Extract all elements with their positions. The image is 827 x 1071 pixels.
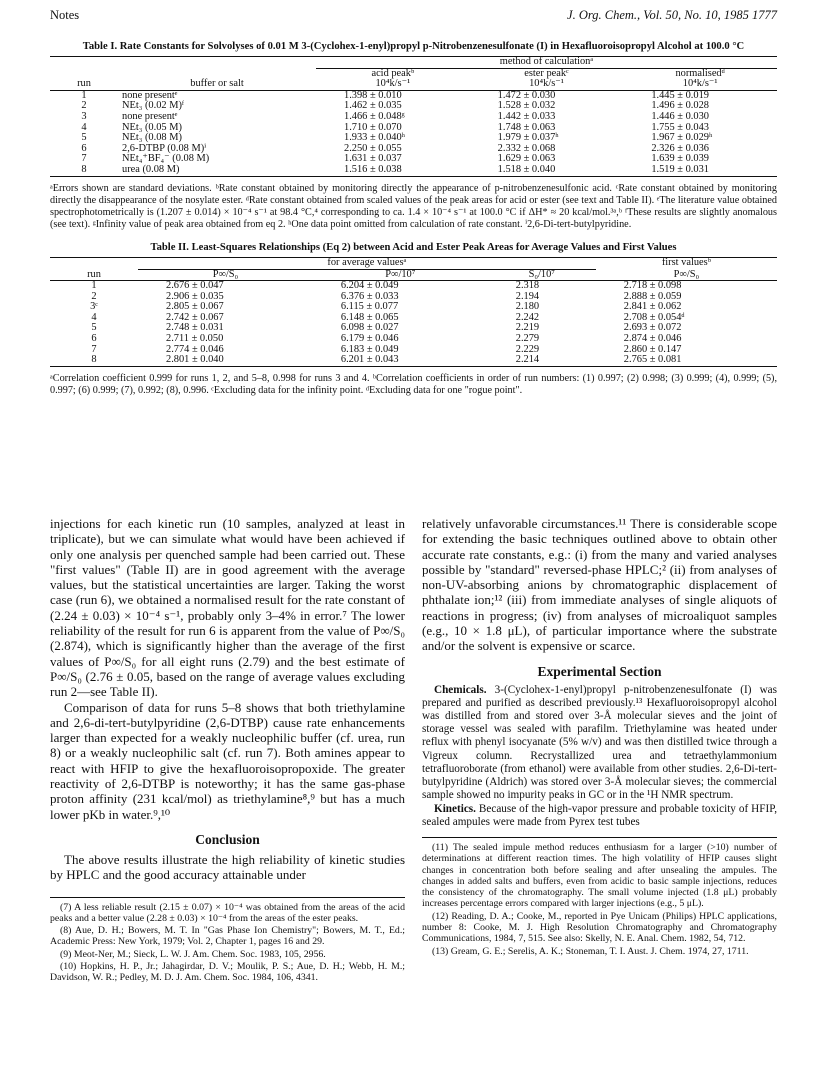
table1-cell: 1.472 ± 0.030 bbox=[497, 89, 556, 101]
table2-cell: 6.115 ± 0.077 bbox=[340, 301, 399, 313]
table1-cell: 1.462 ± 0.035 bbox=[344, 100, 402, 112]
table1-cell: 2.332 ± 0.068 bbox=[497, 142, 556, 154]
table1-cell: 1.979 ± 0.037ʰ bbox=[497, 132, 559, 144]
table2-row bbox=[50, 355, 777, 366]
table2-cell: 7 bbox=[91, 343, 97, 355]
table1-cell: 1.398 ± 0.010 bbox=[344, 89, 402, 101]
table2-cell: 2.194 bbox=[515, 290, 540, 302]
table2 bbox=[50, 257, 777, 367]
table2-cell: 5 bbox=[91, 322, 97, 334]
experimental-heading: Experimental Section bbox=[537, 663, 662, 679]
table1-group-header: method of calculationᵃ bbox=[316, 57, 777, 69]
table1-col-run: run bbox=[77, 78, 91, 90]
table2-cell: 8 bbox=[91, 354, 97, 366]
table1-cell: none presentᵉ bbox=[122, 110, 178, 122]
reference-9: (9) Meot-Ner, M.; Sieck, L. W. J. Am. Chem. Soc. 1983, 105, 2956. bbox=[60, 948, 326, 960]
table1-cell: 1.496 ± 0.028 bbox=[651, 100, 709, 112]
table2-cell: 6.148 ± 0.065 bbox=[340, 311, 399, 323]
table1-body bbox=[50, 90, 777, 176]
table2-cell: 3ᶜ bbox=[90, 301, 98, 313]
table2-body bbox=[50, 281, 777, 367]
table1-caption: Table I. Rate Constants for Solvolyses of 0.01 M 3-(Cyclohex-1-enyl)propyl p-Nitrobenzenesulfonate (I) in Hexafluoroisopropyl Alcohol at 100.0 °C bbox=[82, 41, 745, 52]
left-paragraph-2: Comparison of data for runs 5–8 shows that both triethylamine and 2,6-di-tert-butylpyridine (2,6-DTBP) cause rate enhancements larger than expected for a weakly nucleophilic buffer (cf. urea, run 8) or a weakly nucleophilic salt (cf. run 7). Both amines appear to react with HFIP to give the hexafluoroisopropoxide. The greater reactivity of 2,6-DTBP is noteworthy; it has the same gas-phase proton affinity (231 kcal/mol) as triethylamine⁸,⁹ but has a much lower pKb in water.⁹,¹⁰ bbox=[50, 699, 405, 822]
table2-col-p-1e7: P∞/10⁷ bbox=[385, 268, 416, 280]
table1-cell: 1.516 ± 0.038 bbox=[344, 163, 402, 175]
table1-footnotes: ᵃErrors shown are standard deviations. ᵇRate constant obtained by monitoring directly the appearance of p-nitrobenzenesulfonic acid. ᶜRate constant obtained by monitoring directly the disappearance of the nosylate ester. ᵈRate constant obtained from scaled values of the peak areas for acid or ester (see text and Table II). ᵉThe literature value obtained spectrophotometrically is (1.207 ± 0.014) × 10⁻⁴ s⁻¹ at 98.4 °C,⁴ corresponding to ca. 1.4 × 10⁻⁴ s⁻¹ at 100.0 °C if ΔH* ≈ 20 kcal/mol.³ᵃ,ᵇ ᶠThese results are slightly anomalous (see text). ᵍInfinity value of peak area obtained from eq 2. ʰOne data point omitted from calculation of rate constant. ⁱ2,6-Di-tert-butylpyridine. bbox=[50, 182, 777, 230]
table2-cell: 2.711 ± 0.050 bbox=[166, 333, 224, 345]
left-column bbox=[50, 516, 405, 985]
table1-cell: 1.933 ± 0.040ʰ bbox=[344, 132, 405, 144]
table2-col-p-s0: P∞/S₀ bbox=[212, 268, 239, 280]
table1-cell: NEt₃ (0.08 M) bbox=[122, 132, 182, 144]
table1-col-normalised: normalisedᵈ bbox=[675, 67, 725, 79]
table2-cell: 2.742 ± 0.067 bbox=[166, 311, 224, 323]
reference-7: (7) A less reliable result (2.15 ± 0.07) × 10⁻⁴ was obtained from the areas of the acid peaks and a better value (2.28 ± 0.03) × 10⁻⁴ from the areas of the ester peaks. bbox=[50, 901, 405, 924]
body-columns bbox=[50, 516, 777, 985]
table2-cell: 2.279 bbox=[515, 333, 540, 345]
table2-cell: 2.242 bbox=[515, 311, 540, 323]
table2-cell: 2.748 ± 0.031 bbox=[166, 322, 224, 334]
table2-group-average: for average valuesᵃ bbox=[138, 257, 596, 269]
table1-row bbox=[50, 165, 777, 176]
left-paragraph-1: injections for each kinetic run (10 samples, analyzed at least in triplicate), but we can simulate what would have been achieved if only one analysis per quenched sample had been carried out. These "first values" (Table II) are in good agreement with the average values, but the statistical uncertainties are larger. Taking the worst case (run 6), we obtained a normalised result for the rate constant of (2.24 ± 0.03) × 10⁻⁴ s⁻¹, probably only 3–4% in error.⁷ The lower reliability of the result for run 6 is apparent from the value of P∞/S₀ (2.874), which is significantly higher than the average of the first values of P∞/S₀ for all eight runs (2.79) and the best estimate of P∞/S₀ (2.76 ± 0.05, based on the range of average values excluding run 2—see Table II). bbox=[50, 516, 405, 700]
table1-unit-acid: 10⁴k/s⁻¹ bbox=[375, 78, 411, 90]
kinetics-text: Because of the high-vapor pressure and probable toxicity of HFIP, sealed ampules were made from Pyrex test tubes bbox=[422, 802, 777, 828]
table1-col-ester: ester peakᶜ bbox=[524, 67, 569, 79]
table1-cell: 1.710 ± 0.070 bbox=[344, 121, 402, 133]
kinetics-paragraph bbox=[422, 803, 777, 829]
table1-col-buffer: buffer or salt bbox=[190, 78, 244, 90]
table2-cell: 2.214 bbox=[515, 354, 540, 366]
table1-cell: 1.446 ± 0.030 bbox=[651, 110, 709, 122]
table2-cell: 6.204 ± 0.049 bbox=[340, 280, 399, 292]
table1-cell: 1.442 ± 0.033 bbox=[497, 110, 556, 122]
chemicals-paragraph bbox=[422, 684, 777, 803]
table1-row bbox=[50, 112, 777, 123]
table1-cell: 6 bbox=[81, 142, 87, 154]
table1-cell: NEt₄⁺BF₄⁻ (0.08 M) bbox=[122, 153, 210, 165]
table1-cell: 1.445 ± 0.019 bbox=[651, 89, 709, 101]
header-section: Notes bbox=[50, 8, 80, 22]
table1-cell: 2.250 ± 0.055 bbox=[344, 142, 402, 154]
table2-cell: 6 bbox=[91, 333, 97, 345]
table2-cell: 2.906 ± 0.035 bbox=[166, 290, 224, 302]
table2-caption: Table II. Least-Squares Relationships (Eq 2) between Acid and Ester Peak Areas for Average Values and First Values bbox=[150, 241, 677, 253]
table1-cell: 1.748 ± 0.063 bbox=[497, 121, 556, 133]
table2-cell: 2.765 ± 0.081 bbox=[623, 354, 682, 366]
table2-col-s0-1e7: S₀/10⁷ bbox=[528, 268, 555, 280]
table2-cell: 2.693 ± 0.072 bbox=[623, 322, 682, 334]
table1-cell: 1.755 ± 0.043 bbox=[651, 121, 709, 133]
header-journal: J. Org. Chem., Vol. 50, No. 10, 1985 1777 bbox=[567, 8, 777, 22]
reference-11: (11) The sealed impule method reduces enthusiasm for a larger (>10) number of determinations at different reaction times. The high volatility of HFIP causes slight changes in concentration both before sealing and after unsealing the ampules. The changes in added salts and buffers, even from acidic to basic sample injections, reduces the consistency of the chromatography. The small volume injected (1.8 μL) probably increases percentage errors compared with larger injections (e.g., 5 μL). bbox=[422, 841, 777, 910]
table1-cell: 2 bbox=[81, 100, 87, 112]
left-references bbox=[50, 897, 405, 984]
table2-cell: 2.888 ± 0.059 bbox=[623, 290, 682, 302]
table2-cell: 2.805 ± 0.067 bbox=[166, 301, 224, 313]
table2-cell: 2.718 ± 0.098 bbox=[623, 280, 682, 292]
table1-cell: 1 bbox=[81, 89, 87, 101]
table1-col-acid: acid peakᵇ bbox=[371, 67, 415, 79]
table1-cell: 1.518 ± 0.040 bbox=[497, 163, 556, 175]
table1 bbox=[50, 56, 777, 177]
table1-cell: 1.639 ± 0.039 bbox=[651, 153, 709, 165]
table1-cell: urea (0.08 M) bbox=[122, 163, 180, 175]
table1-cell: 1.629 ± 0.063 bbox=[497, 153, 556, 165]
table2-footnotes: ᵃCorrelation coefficient 0.999 for runs 1, 2, and 5–8, 0.998 for runs 3 and 4. ᵇCorrelation coefficients in order of run numbers: (1) 0.997; (2) 0.998; (3) 0.999; (4), 0.999; (5), 0.997; (6) 0.999; (7), 0.992; (8), 0.996. ᶜExcluding data for the infinity point. ᵈExcluding data for one "rogue point". bbox=[50, 372, 777, 396]
table2-cell: 2.801 ± 0.040 bbox=[166, 354, 224, 366]
table1-cell: none presentᵉ bbox=[122, 89, 178, 101]
conclusion-paragraph: The above results illustrate the high reliability of kinetic studies by HPLC and the good accuracy attainable under bbox=[50, 851, 405, 883]
table1-cell: 7 bbox=[81, 153, 87, 165]
table1-cell: 3 bbox=[81, 110, 87, 122]
experimental-section bbox=[422, 684, 777, 829]
journal-page bbox=[50, 8, 777, 984]
table2-cell: 2.841 ± 0.062 bbox=[623, 301, 682, 313]
table2-cell: 6.183 ± 0.049 bbox=[340, 343, 399, 355]
table1-cell: 8 bbox=[81, 163, 87, 175]
table1-cell: 4 bbox=[81, 121, 87, 133]
table2-cell: 4 bbox=[91, 311, 97, 323]
reference-12: (12) Reading, D. A.; Cooke, M., reported in Pye Unicam (Philips) HPLC applications, number 8: Cooke, M. J. High Resolution Chromatography and Chromatography Communications, 1984, 7, 515. See also: Skelly, N. E. Anal. Chem. 1982, 54, 712. bbox=[422, 910, 777, 945]
table2-cell: 1 bbox=[91, 280, 97, 292]
table2-cell: 2.219 bbox=[515, 322, 540, 334]
table2-cell: 2.708 ± 0.054ᵈ bbox=[623, 311, 685, 323]
table1-cell: 1.528 ± 0.032 bbox=[497, 100, 556, 112]
table2-cell: 2.229 bbox=[515, 343, 540, 355]
table2-cell: 6.376 ± 0.033 bbox=[340, 290, 399, 302]
table1-cell: 5 bbox=[81, 132, 87, 144]
right-paragraph-1: relatively unfavorable circumstances.¹¹ There is considerable scope for extending the basic techniques outlined above to obtain other accurate rate constants, e.g.: (i) from the many and varied analyses possible by "standard" reversed-phase HPLC;² (ii) from analyses of non-UV-absorbing anions by chromatographic displacement of phthalate ion;¹² (iii) from immediate analyses of single aliquots of reactions in progress; (iv) from analyses of microaliquot samples (e.g., 10 × 1.8 μL), of particular importance where the substrate and/or the solvent is expensive or scarce. bbox=[422, 516, 777, 654]
table1-cell: 2.326 ± 0.036 bbox=[651, 142, 709, 154]
right-references bbox=[422, 837, 777, 957]
reference-8: (8) Aue, D. H.; Bowers, M. T. In "Gas Phase Ion Chemistry"; Bowers, M. T., Ed.; Academic Press: New York, 1979; Vol. 2, Chapter 1, pages 16 and 29. bbox=[50, 925, 405, 948]
table2-cell: 2.180 bbox=[515, 301, 540, 313]
table2-cell: 6.179 ± 0.046 bbox=[340, 333, 399, 345]
table2-cell: 2.874 ± 0.046 bbox=[623, 333, 682, 345]
reference-10: (10) Hopkins, H. P., Jr.; Jahagirdar, D. V.; Moulik, P. S.; Aue, D. H.; Webb, H. M.; Davidson, W. R.; Pedley, M. D. J. Am. Chem. Soc. 1984, 106, 4341. bbox=[50, 961, 405, 984]
kinetics-runin: Kinetics. bbox=[434, 802, 476, 815]
reference-13: (13) Gream, G. E.; Serelis, A. K.; Stoneman, T. I. Aust. J. Chem. 1974, 27, 1711. bbox=[432, 945, 749, 957]
table2-cell: 2 bbox=[91, 290, 97, 302]
chemicals-text: 3-(Cyclohex-1-enyl)propyl p-nitrobenzenesulfonate (I) was prepared and purified as described previously.¹³ Hexafluoroisopropyl alcohol was distilled from and stored over 3-Å molecular sieves and the joint of storage vessel was sealed with parafilm. Triethylamine was heated under reflux with phenyl isocyanate (5% w/v) and was then distilled twice through a Vigreux column. Recrystallized urea and tetraethylammonium tetrafluoroborate (from ethanol) were available from other studies. 2,6-Di-tert-butylpyridine (Aldrich) was stored over 3-Å molecular sieves; the commercial sample showed no impurity peaks in GC or in the ¹H NMR spectrum. bbox=[422, 683, 777, 802]
conclusion-heading: Conclusion bbox=[195, 831, 260, 847]
table2-col-run: run bbox=[87, 268, 101, 280]
table2-col-first-p-s0: P∞/S₀ bbox=[673, 268, 700, 280]
table1-cell: 1.967 ± 0.029ʰ bbox=[651, 132, 713, 144]
running-header bbox=[50, 8, 777, 26]
table2-cell: 6.201 ± 0.043 bbox=[340, 354, 399, 366]
table2-group-first: first valuesᵇ bbox=[661, 257, 711, 269]
table1-unit-normalised: 10⁴k/s⁻¹ bbox=[682, 78, 718, 90]
table1-cell: NEt₃ (0.02 M)ᶠ bbox=[122, 100, 185, 112]
table2-cell: 2.774 ± 0.046 bbox=[166, 343, 224, 355]
right-column bbox=[422, 516, 777, 985]
table1-cell: NEt₃ (0.05 M) bbox=[122, 121, 182, 133]
table2-cell: 2.318 bbox=[515, 280, 540, 292]
table2-cell: 2.676 ± 0.047 bbox=[166, 280, 224, 292]
table1-cell: 1.466 ± 0.048ᵍ bbox=[344, 110, 405, 122]
table1-cell: 1.631 ± 0.037 bbox=[344, 153, 402, 165]
table1-cell: 1.519 ± 0.031 bbox=[651, 163, 709, 175]
chemicals-runin: Chemicals. bbox=[434, 683, 487, 696]
table2-cell: 6.098 ± 0.027 bbox=[340, 322, 399, 334]
table1-unit-ester: 10⁴k/s⁻¹ bbox=[529, 78, 564, 90]
table2-cell: 2.860 ± 0.147 bbox=[623, 343, 682, 355]
table1-cell: 2,6-DTBP (0.08 M)ⁱ bbox=[122, 142, 207, 154]
